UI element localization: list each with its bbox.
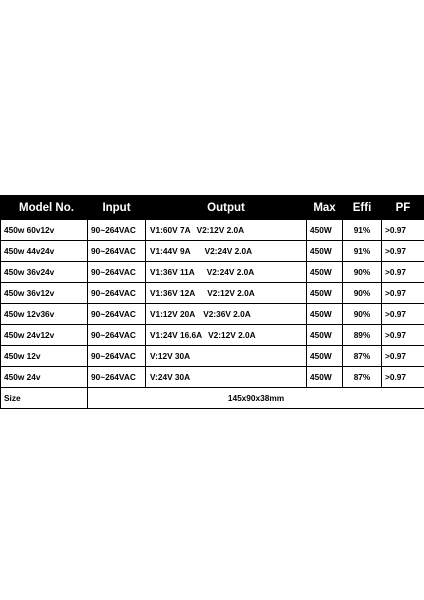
cell-max: 450W xyxy=(307,346,343,367)
cell-max: 450W xyxy=(307,304,343,325)
table-row xyxy=(1,262,424,283)
header-effi: Effi xyxy=(343,196,382,220)
output-v1: V1:36V 11A xyxy=(150,267,195,277)
cell-output xyxy=(146,367,307,388)
table-body xyxy=(1,220,424,409)
table-row xyxy=(1,304,424,325)
cell-pf: >0.97 xyxy=(382,346,424,367)
cell-model: 450w 12v xyxy=(1,346,88,367)
output-v1: V1:12V 20A xyxy=(150,309,196,319)
cell-max: 450W xyxy=(307,262,343,283)
cell-input: 90~264VAC xyxy=(88,283,146,304)
header-input: Input xyxy=(88,196,146,220)
output-v2: V2:12V 2.0A xyxy=(196,225,245,235)
cell-max: 450W xyxy=(307,367,343,388)
table-row xyxy=(1,346,424,367)
output-v2: V2:24V 2.0A xyxy=(206,267,255,277)
output-v1: V1:44V 9A xyxy=(150,246,191,256)
table-header xyxy=(1,196,424,220)
output-v1: V:12V 30A xyxy=(150,351,191,361)
cell-output xyxy=(146,241,307,262)
header-max: Max xyxy=(307,196,343,220)
cell-output xyxy=(146,304,307,325)
cell-model: 450w 36v24v xyxy=(1,262,88,283)
cell-pf: >0.97 xyxy=(382,367,424,388)
cell-max: 450W xyxy=(307,241,343,262)
cell-model: 450w 24v12v xyxy=(1,325,88,346)
cell-model: 450w 60v12v xyxy=(1,220,88,241)
output-v2: V2:12V 2.0A xyxy=(208,330,256,340)
cell-input: 90~264VAC xyxy=(88,346,146,367)
header-row xyxy=(1,196,424,220)
cell-effi: 87% xyxy=(343,367,382,388)
cell-input: 90~264VAC xyxy=(88,262,146,283)
cell-max: 450W xyxy=(307,325,343,346)
output-v1: V1:60V 7A xyxy=(150,225,191,235)
table-row xyxy=(1,325,424,346)
cell-effi: 91% xyxy=(343,241,382,262)
cell-input: 90~264VAC xyxy=(88,325,146,346)
cell-model: 450w 44v24v xyxy=(1,241,88,262)
size-value: 145x90x38mm xyxy=(88,388,424,409)
header-output: Output xyxy=(146,196,307,220)
output-v1: V1:24V 16.6A xyxy=(150,330,203,340)
cell-output xyxy=(146,262,307,283)
output-v1: V1:36V 12A xyxy=(150,288,196,298)
cell-input: 90~264VAC xyxy=(88,304,146,325)
cell-output xyxy=(146,283,307,304)
cell-effi: 90% xyxy=(343,262,382,283)
cell-pf: >0.97 xyxy=(382,283,424,304)
cell-output xyxy=(146,325,307,346)
cell-model: 450w 36v12v xyxy=(1,283,88,304)
header-pf: PF xyxy=(382,196,424,220)
output-v2: V2:36V 2.0A xyxy=(203,309,251,319)
cell-pf: >0.97 xyxy=(382,241,424,262)
cell-model: 450w 24v xyxy=(1,367,88,388)
cell-effi: 89% xyxy=(343,325,382,346)
cell-effi: 91% xyxy=(343,220,382,241)
cell-input: 90~264VAC xyxy=(88,367,146,388)
cell-output xyxy=(146,220,307,241)
cell-max: 450W xyxy=(307,220,343,241)
cell-effi: 87% xyxy=(343,346,382,367)
output-v2: V2:24V 2.0A xyxy=(204,246,253,256)
cell-input: 90~264VAC xyxy=(88,220,146,241)
size-label: Size xyxy=(1,388,88,409)
cell-input: 90~264VAC xyxy=(88,241,146,262)
table-row xyxy=(1,220,424,241)
cell-effi: 90% xyxy=(343,283,382,304)
table-row xyxy=(1,367,424,388)
output-v2: V2:12V 2.0A xyxy=(207,288,255,298)
spec-table xyxy=(0,195,424,409)
cell-model: 450w 12v36v xyxy=(1,304,88,325)
cell-pf: >0.97 xyxy=(382,262,424,283)
cell-pf: >0.97 xyxy=(382,304,424,325)
header-model: Model No. xyxy=(1,196,88,220)
table-row xyxy=(1,283,424,304)
cell-max: 450W xyxy=(307,283,343,304)
cell-pf: >0.97 xyxy=(382,220,424,241)
size-row xyxy=(1,388,424,409)
cell-effi: 90% xyxy=(343,304,382,325)
cell-pf: >0.97 xyxy=(382,325,424,346)
table-row xyxy=(1,241,424,262)
output-v1: V:24V 30A xyxy=(150,372,191,382)
cell-output xyxy=(146,346,307,367)
